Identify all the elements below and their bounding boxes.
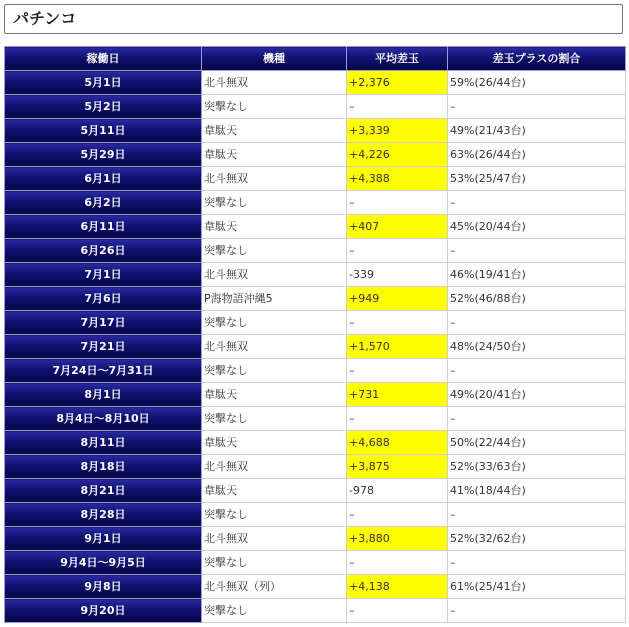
table-row — [5, 527, 626, 551]
model-cell: 北斗無双 — [202, 71, 347, 95]
avg-balls-cell: +4,138 — [347, 575, 448, 599]
table-row — [5, 359, 626, 383]
model-cell: 突撃なし — [202, 239, 347, 263]
date-cell: 5月2日 — [5, 95, 202, 119]
table-row — [5, 479, 626, 503]
avg-balls-cell: – — [347, 239, 448, 263]
model-cell: 突撃なし — [202, 551, 347, 575]
table-row — [5, 239, 626, 263]
model-cell: 北斗無双 — [202, 167, 347, 191]
avg-balls-cell: – — [347, 191, 448, 215]
avg-balls-cell: +949 — [347, 287, 448, 311]
plus-ratio-cell: 59%(26/44台) — [448, 71, 626, 95]
table-row — [5, 287, 626, 311]
date-cell: 7月21日 — [5, 335, 202, 359]
model-cell: 韋駄天 — [202, 143, 347, 167]
avg-balls-cell: +4,688 — [347, 431, 448, 455]
avg-balls-cell: +3,880 — [347, 527, 448, 551]
date-cell: 7月24日～7月31日 — [5, 359, 202, 383]
table-row — [5, 455, 626, 479]
model-cell: 韋駄天 — [202, 119, 347, 143]
model-cell: 北斗無双（列） — [202, 575, 347, 599]
date-cell: 6月2日 — [5, 191, 202, 215]
model-cell: 突撃なし — [202, 599, 347, 623]
date-cell: 5月29日 — [5, 143, 202, 167]
table-row — [5, 431, 626, 455]
date-cell: 8月4日～8月10日 — [5, 407, 202, 431]
table-row — [5, 143, 626, 167]
date-cell: 8月11日 — [5, 431, 202, 455]
date-cell: 8月1日 — [5, 383, 202, 407]
model-cell: P海物語沖縄5 — [202, 287, 347, 311]
plus-ratio-cell: – — [448, 599, 626, 623]
table-row — [5, 335, 626, 359]
plus-ratio-cell: 49%(21/43台) — [448, 119, 626, 143]
plus-ratio-cell: 52%(33/63台) — [448, 455, 626, 479]
avg-balls-cell: – — [347, 551, 448, 575]
date-cell: 7月6日 — [5, 287, 202, 311]
table-row — [5, 311, 626, 335]
date-cell: 9月4日～9月5日 — [5, 551, 202, 575]
avg-balls-cell: – — [347, 503, 448, 527]
header-date: 稼働日 — [5, 47, 202, 71]
avg-balls-cell: +3,875 — [347, 455, 448, 479]
model-cell: 突撃なし — [202, 359, 347, 383]
avg-balls-cell: -978 — [347, 479, 448, 503]
avg-balls-cell: +4,388 — [347, 167, 448, 191]
table-row — [5, 551, 626, 575]
plus-ratio-cell: 45%(20/44台) — [448, 215, 626, 239]
plus-ratio-cell: 46%(19/41台) — [448, 263, 626, 287]
table-row — [5, 167, 626, 191]
plus-ratio-cell: 61%(25/41台) — [448, 575, 626, 599]
header-plus-ratio: 差玉プラスの割合 — [448, 47, 626, 71]
date-cell: 8月28日 — [5, 503, 202, 527]
plus-ratio-cell: 50%(22/44台) — [448, 431, 626, 455]
model-cell: 北斗無双 — [202, 455, 347, 479]
date-cell: 9月1日 — [5, 527, 202, 551]
plus-ratio-cell: 48%(24/50台) — [448, 335, 626, 359]
avg-balls-cell: +1,570 — [347, 335, 448, 359]
table-row — [5, 575, 626, 599]
date-cell: 5月1日 — [5, 71, 202, 95]
avg-balls-cell: – — [347, 407, 448, 431]
date-cell: 9月20日 — [5, 599, 202, 623]
avg-balls-cell: +4,226 — [347, 143, 448, 167]
avg-balls-cell: – — [347, 359, 448, 383]
date-cell: 5月11日 — [5, 119, 202, 143]
plus-ratio-cell: 53%(25/47台) — [448, 167, 626, 191]
plus-ratio-cell: – — [448, 191, 626, 215]
plus-ratio-cell: 52%(32/62台) — [448, 527, 626, 551]
model-cell: 突撃なし — [202, 191, 347, 215]
avg-balls-cell: +2,376 — [347, 71, 448, 95]
avg-balls-cell: – — [347, 95, 448, 119]
table-row — [5, 215, 626, 239]
table-header-row — [5, 47, 626, 71]
table-row — [5, 503, 626, 527]
avg-balls-cell: – — [347, 311, 448, 335]
header-model: 機種 — [202, 47, 347, 71]
model-cell: 韋駄天 — [202, 479, 347, 503]
date-cell: 9月8日 — [5, 575, 202, 599]
plus-ratio-cell: – — [448, 407, 626, 431]
avg-balls-cell: +3,339 — [347, 119, 448, 143]
page-title: パチンコ — [13, 9, 77, 28]
avg-balls-cell: – — [347, 599, 448, 623]
model-cell: 韋駄天 — [202, 215, 347, 239]
pachinko-results-table — [4, 46, 626, 623]
avg-balls-cell: +731 — [347, 383, 448, 407]
date-cell: 8月21日 — [5, 479, 202, 503]
model-cell: 韋駄天 — [202, 431, 347, 455]
plus-ratio-cell: 63%(26/44台) — [448, 143, 626, 167]
table-row — [5, 119, 626, 143]
avg-balls-cell: -339 — [347, 263, 448, 287]
model-cell: 突撃なし — [202, 407, 347, 431]
plus-ratio-cell: 52%(46/88台) — [448, 287, 626, 311]
plus-ratio-cell: 49%(20/41台) — [448, 383, 626, 407]
date-cell: 7月17日 — [5, 311, 202, 335]
model-cell: 北斗無双 — [202, 527, 347, 551]
model-cell: 突撃なし — [202, 95, 347, 119]
plus-ratio-cell: – — [448, 503, 626, 527]
table-row — [5, 263, 626, 287]
date-cell: 7月1日 — [5, 263, 202, 287]
date-cell: 6月1日 — [5, 167, 202, 191]
plus-ratio-cell: – — [448, 239, 626, 263]
date-cell: 8月18日 — [5, 455, 202, 479]
table-row — [5, 95, 626, 119]
table-row — [5, 599, 626, 623]
table-body — [5, 71, 626, 623]
model-cell: 突撃なし — [202, 503, 347, 527]
table-row — [5, 191, 626, 215]
model-cell: 韋駄天 — [202, 383, 347, 407]
avg-balls-cell: +407 — [347, 215, 448, 239]
model-cell: 北斗無双 — [202, 263, 347, 287]
plus-ratio-cell: – — [448, 551, 626, 575]
date-cell: 6月11日 — [5, 215, 202, 239]
table-row — [5, 71, 626, 95]
table-row — [5, 407, 626, 431]
plus-ratio-cell: – — [448, 311, 626, 335]
table-row — [5, 383, 626, 407]
model-cell: 北斗無双 — [202, 335, 347, 359]
model-cell: 突撃なし — [202, 311, 347, 335]
plus-ratio-cell: – — [448, 359, 626, 383]
date-cell: 6月26日 — [5, 239, 202, 263]
page-header — [4, 4, 623, 34]
plus-ratio-cell: – — [448, 95, 626, 119]
plus-ratio-cell: 41%(18/44台) — [448, 479, 626, 503]
header-avg-balls: 平均差玉 — [347, 47, 448, 71]
